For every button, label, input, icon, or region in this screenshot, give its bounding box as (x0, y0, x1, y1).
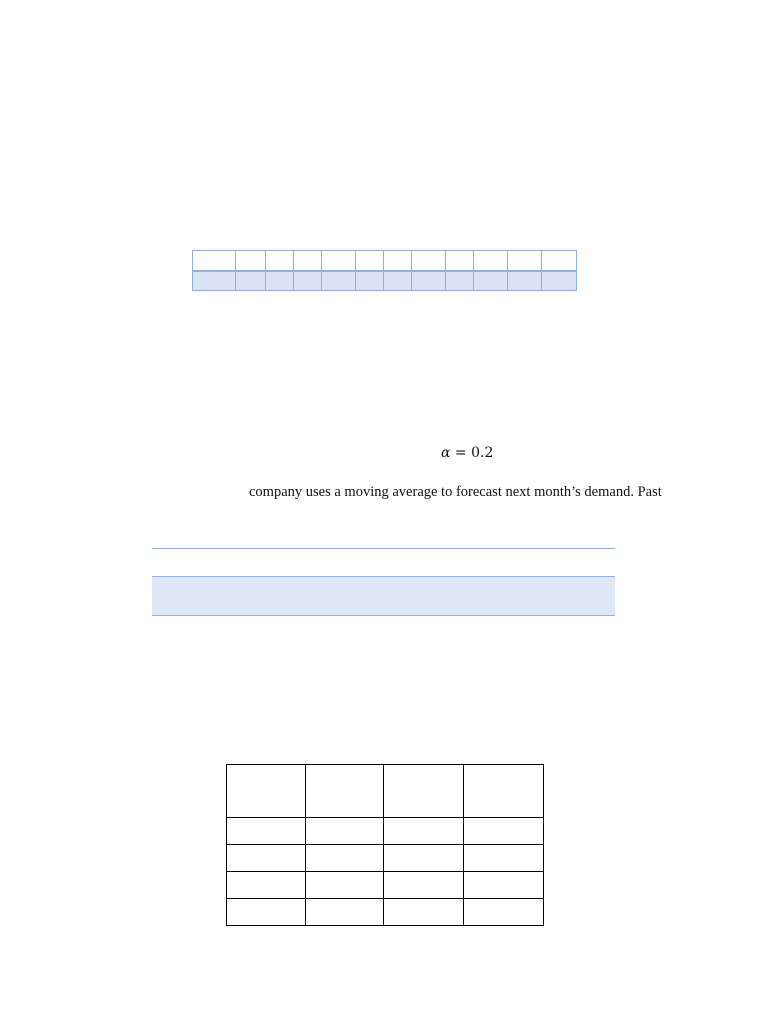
table-cell (306, 872, 384, 899)
table-cell (464, 765, 544, 818)
band-table-row (152, 576, 615, 616)
table-cell (322, 271, 356, 291)
table-cell (322, 251, 356, 272)
black-grid-table (226, 764, 544, 926)
table-cell (464, 818, 544, 845)
table-cell (384, 271, 412, 291)
table-cell (227, 765, 306, 818)
table-row (227, 872, 544, 899)
table-cell (236, 251, 266, 272)
band-table-header-rule (152, 548, 615, 549)
table-cell (266, 251, 294, 272)
blue-grid-table (192, 250, 577, 291)
table-cell (474, 251, 508, 272)
table-cell (306, 845, 384, 872)
table-cell (412, 271, 446, 291)
table-cell (227, 872, 306, 899)
table-cell (384, 765, 464, 818)
table-cell (464, 845, 544, 872)
equation-variable: α (441, 445, 451, 461)
table-cell (464, 872, 544, 899)
table-cell (306, 818, 384, 845)
table-cell (508, 271, 542, 291)
table-cell (236, 271, 266, 291)
table-cell (384, 818, 464, 845)
table-cell (356, 271, 384, 291)
table-cell (306, 899, 384, 926)
table-cell (266, 271, 294, 291)
table-cell (384, 872, 464, 899)
table-cell (446, 271, 474, 291)
table-cell (446, 251, 474, 272)
table-cell (384, 251, 412, 272)
table-cell (384, 899, 464, 926)
table-cell (294, 251, 322, 272)
table-cell (193, 251, 236, 272)
table-row (227, 818, 544, 845)
paragraph-text: company uses a moving average to forecast next month’s demand. Past (249, 484, 662, 500)
table-cell (384, 845, 464, 872)
table-row (193, 271, 577, 291)
table-cell (227, 899, 306, 926)
table-cell (294, 271, 322, 291)
table-cell (542, 251, 577, 272)
table-cell (412, 251, 446, 272)
table-cell (193, 271, 236, 291)
equation-value: = 0.2 (450, 445, 494, 461)
alpha-equation (441, 445, 493, 461)
table-row (227, 845, 544, 872)
table-cell (508, 251, 542, 272)
table-row (227, 899, 544, 926)
table-cell (306, 765, 384, 818)
table-cell (474, 271, 508, 291)
table-row (193, 251, 577, 272)
table-cell (227, 818, 306, 845)
table-cell (356, 251, 384, 272)
table-cell (542, 271, 577, 291)
table-cell (227, 845, 306, 872)
table-cell (464, 899, 544, 926)
table-header-row (227, 765, 544, 818)
